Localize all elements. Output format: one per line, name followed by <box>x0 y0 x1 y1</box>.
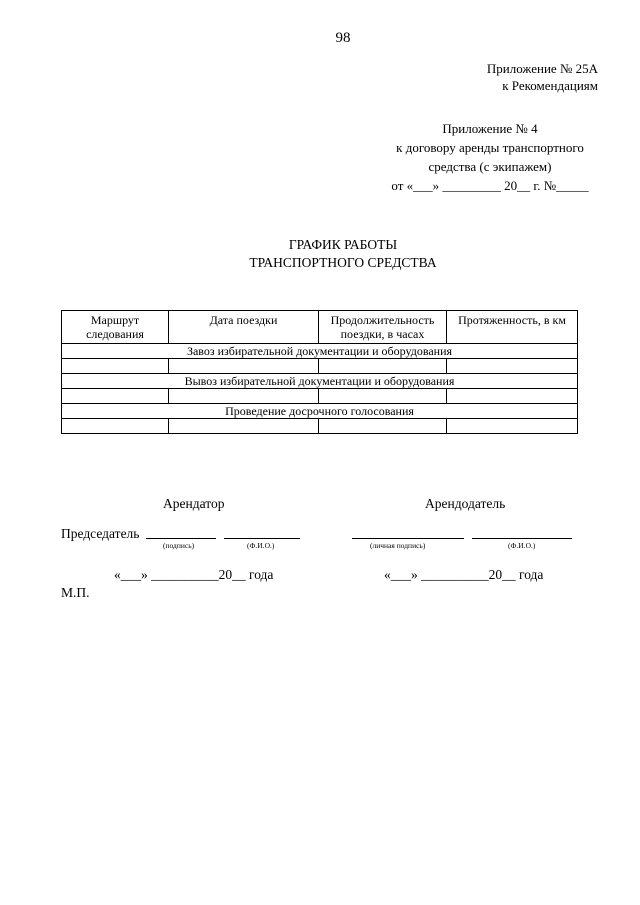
table-row <box>62 419 578 434</box>
section-early-voting: Проведение досрочного голосования <box>62 404 578 419</box>
header-route: Маршрут следования <box>62 311 169 344</box>
table-header-row <box>62 311 578 344</box>
header-duration: Продолжительность поездки, в часах <box>319 311 447 344</box>
table-cell <box>447 419 578 434</box>
fio-line-lessor <box>472 538 572 539</box>
section-row <box>62 344 578 359</box>
chairman-label: Председатель <box>61 526 140 541</box>
table-cell <box>62 359 169 374</box>
table-cell <box>62 419 169 434</box>
schedule-table <box>61 310 578 434</box>
lessee-label: Арендатор <box>163 496 225 511</box>
appendix-header <box>298 60 598 94</box>
date-lessee: «___» __________20__ года <box>114 567 274 582</box>
fio-line-lessee <box>224 538 300 539</box>
hint-fio-right: (Ф.И.О.) <box>508 541 536 550</box>
table-row <box>62 389 578 404</box>
hint-personal-signature: (личная подпись) <box>370 541 426 550</box>
page-number: 98 <box>335 30 351 46</box>
section-delivery: Завоз избирательной документации и оборудования <box>62 344 578 359</box>
table-cell <box>169 419 319 434</box>
section-row <box>62 404 578 419</box>
header-trip-date: Дата поездки <box>169 311 319 344</box>
table-cell <box>319 419 447 434</box>
contract-appendix-line-3: средства (с экипажем) <box>428 159 552 174</box>
table-cell <box>169 359 319 374</box>
title-line-2: ТРАНСПОРТНОГО СРЕДСТВА <box>249 255 437 270</box>
table-cell <box>319 359 447 374</box>
stamp-label: М.П. <box>61 585 90 600</box>
table-cell <box>447 359 578 374</box>
appendix-line-1: Приложение № 25А <box>486 61 598 76</box>
table-cell <box>319 389 447 404</box>
section-removal: Вывоз избирательной документации и оборудования <box>62 374 578 389</box>
hint-signature: (подпись) <box>163 541 195 550</box>
header-distance: Протяженность, в км <box>447 311 578 344</box>
appendix-line-2: к Рекомендациям <box>502 78 598 93</box>
signature-line-lessor <box>352 538 464 539</box>
lessor-label: Арендодатель <box>425 496 506 511</box>
document-title <box>0 236 640 272</box>
title-line-1: ГРАФИК РАБОТЫ <box>288 237 398 252</box>
contract-appendix-header <box>380 119 600 195</box>
contract-appendix-line-4: от «___» _________ 20__ г. №_____ <box>391 178 589 193</box>
table-row <box>62 359 578 374</box>
hint-fio-left: (Ф.И.О.) <box>247 541 275 550</box>
table-cell <box>447 389 578 404</box>
contract-appendix-line-2: к договору аренды транспортного <box>396 140 584 155</box>
signature-line-lessee <box>146 538 216 539</box>
date-lessor: «___» __________20__ года <box>384 567 544 582</box>
table-cell <box>62 389 169 404</box>
section-row <box>62 374 578 389</box>
table-cell <box>169 389 319 404</box>
contract-appendix-line-1: Приложение № 4 <box>442 121 538 136</box>
